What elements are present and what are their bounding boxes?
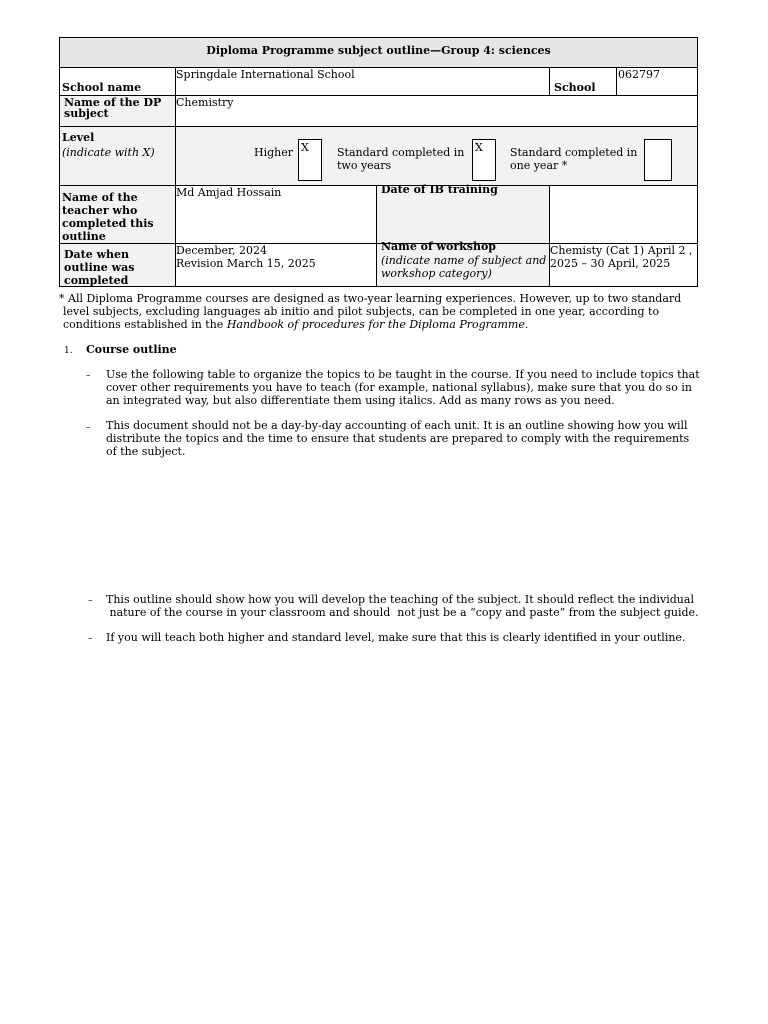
subject-label: Name of the DP subject <box>64 96 162 120</box>
teacher-value-cell[interactable] <box>175 185 377 244</box>
section-number: 1. <box>64 346 73 356</box>
training-label: Date of IB training <box>381 183 498 196</box>
training-value-cell[interactable] <box>549 185 698 244</box>
bullet-higher-standard: If you will teach both higher and standard level, make sure that this is clearly identified in your outline. <box>106 631 686 644</box>
school-code-label-cell <box>549 67 617 96</box>
sl-two-years-label: Standard completed in two years <box>337 146 465 172</box>
school-name-value: Springdale International School <box>176 68 355 81</box>
level-hint: (indicate with X) <box>62 146 155 159</box>
school-name-label: School name <box>62 81 142 94</box>
level-label-cell <box>59 126 176 186</box>
completed-label: Date when outline was completed <box>64 248 135 287</box>
workshop-value-cell[interactable] <box>549 243 698 287</box>
school-code-label: School <box>554 81 596 94</box>
completed-value: December, 2024 Revision March 15, 2025 <box>176 244 316 270</box>
bullet-dash: – <box>86 423 91 433</box>
teacher-label: Name of the teacher who completed this outline <box>62 191 154 243</box>
subject-value: Chemistry <box>176 96 234 109</box>
handbook-title: Handbook of procedures for the Diploma Programme <box>226 318 525 331</box>
bullet-dash: – <box>88 634 93 644</box>
footnote-line-1: * All Diploma Programme courses are designed as two-year learning experiences. However, up to two standard <box>59 292 682 305</box>
section-title: Course outline <box>86 343 177 356</box>
footnote <box>59 292 719 331</box>
bullet-develop-teaching: This outline should show how you will develop the teaching of the subject. It should reflect the individual nature of the course in your classroom and should not just be a “copy and paste” from the subject guide. <box>106 593 699 619</box>
school-name-label-cell <box>59 67 176 96</box>
workshop-label: Name of workshop <box>381 240 496 253</box>
bullet-dash: – <box>88 596 93 606</box>
workshop-label-cell <box>376 240 550 287</box>
completed-label-cell <box>59 243 176 287</box>
outline-title: Diploma Programme subject outline—Group 4: sciences <box>206 44 551 57</box>
sl-one-year-checkbox[interactable] <box>644 139 672 181</box>
school-code-value-cell[interactable] <box>616 67 698 96</box>
school-code-value: 062797 <box>618 68 660 81</box>
workshop-hint: (indicate name of subject and workshop category) <box>381 254 547 280</box>
subject-value-cell[interactable] <box>175 95 698 127</box>
outline-header <box>59 37 698 68</box>
teacher-value: Md Amjad Hossain <box>176 186 282 199</box>
bullet-not-day-by-day: This document should not be a day-by-day accounting of each unit. It is an outline showing how you will distribute the topics and the time to ensure that students are prepared to comply with the requirements of the subject. <box>106 419 690 458</box>
sl-two-years-checkbox[interactable]: X <box>472 139 496 181</box>
workshop-value: Chemisty (Cat 1) April 2 , 2025 – 30 April, 2025 <box>550 244 693 270</box>
bullet-organize-topics: Use the following table to organize the topics to be taught in the course. If you need to include topics that cover other requirements you have to teach (for example, national syllabus), make sure that you do so in an integrated way, but also differentiate them using italics. Add as many rows as you need. <box>106 368 700 407</box>
school-name-value-cell[interactable] <box>175 67 550 96</box>
level-options-cell <box>175 126 698 186</box>
completed-value-cell[interactable] <box>175 243 377 287</box>
teacher-label-cell <box>59 185 176 244</box>
higher-level-checkbox[interactable]: X <box>298 139 322 181</box>
bullet-dash: – <box>86 371 91 381</box>
higher-level-label: Higher <box>254 146 294 159</box>
subject-label-cell <box>59 95 176 127</box>
training-label-cell <box>376 185 550 244</box>
footnote-line-2: level subjects, excluding languages ab initio and pilot subjects, can be completed in one year, according to <box>63 305 660 318</box>
sl-one-year-label: Standard completed in one year * <box>510 146 638 172</box>
level-label: Level <box>62 131 95 144</box>
footnote-line-3: conditions established in the Handbook of procedures for the Diploma Programme. <box>63 318 529 331</box>
